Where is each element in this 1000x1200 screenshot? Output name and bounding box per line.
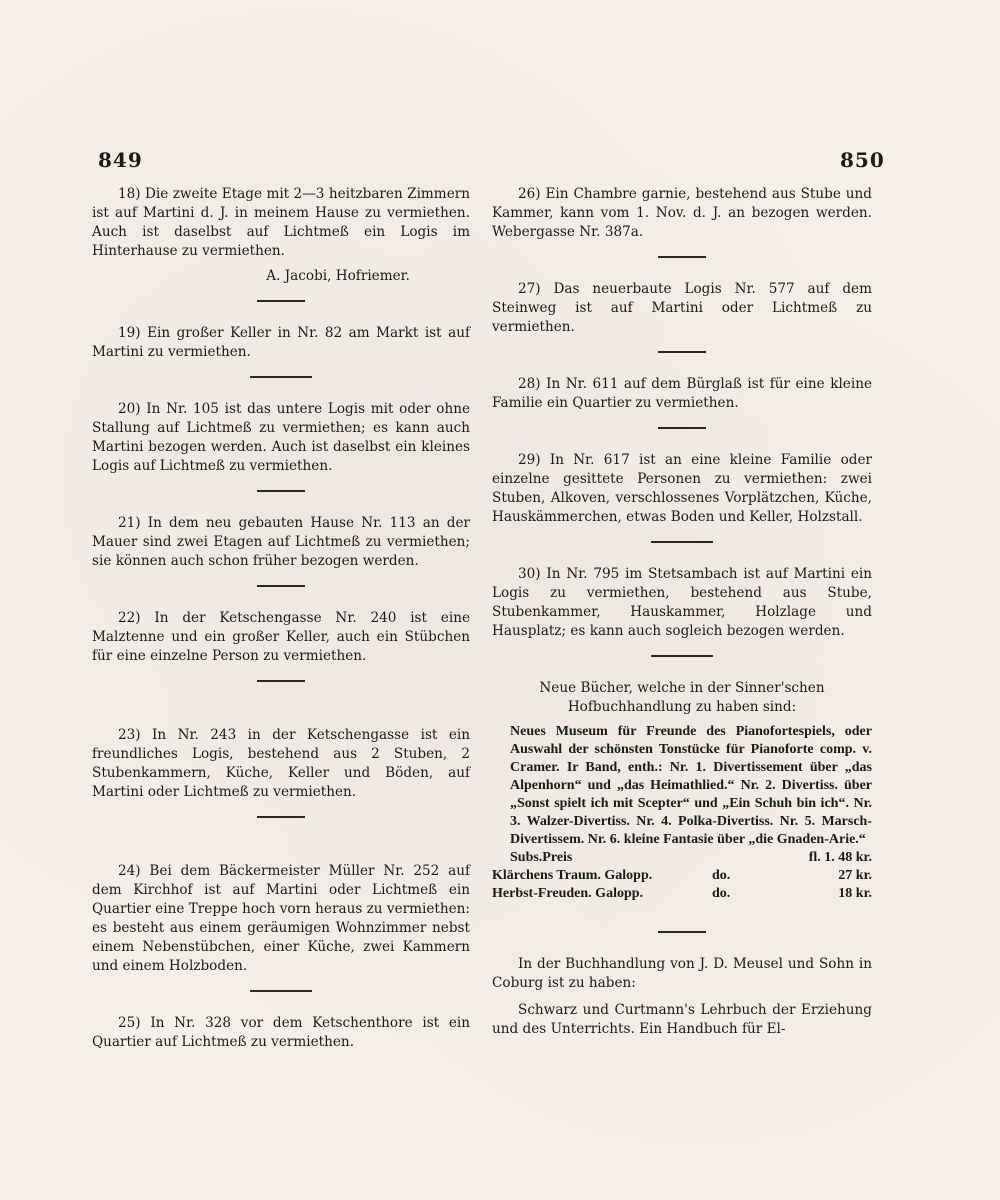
ad-26: 26) Ein Chambre garnie, bestehend aus Stube und Kammer, kann vom 1. Nov. d. J. an bezogen werden. Webergasse Nr. 387a.: [492, 186, 872, 240]
meusel-notice: In der Buchhandlung von J. D. Meusel und Sohn in Coburg ist zu haben:: [492, 956, 872, 991]
book-museum: Neues Museum für Freunde des Pianofortespiels, oder Auswahl der schönsten Tonstücke für Pianoforte comp. v. Cramer. Ir Band, enth.: Nr. 1. Divertissement über „das Alpenhorn“ und „das Heimathlied.“ Nr. 2. Divertiss. über „Sonst spielt ich mit Scepter“ und „Ein Schuh bin ich“. Nr. 3. Walzer-Divertiss. Nr. 4. Polka-Divertiss. Nr. 5. Marsch-Divertissem. Nr. 6. kleine Fantasie über „die Gnaden-Arie.“: [510, 724, 872, 847]
book-price: 18 kr.: [838, 886, 872, 901]
ad-30: 30) In Nr. 795 im Stetsambach ist auf Martini ein Logis zu vermiethen, bestehend aus Stube, Stubenkammer, Hauskammer, Holzlage und Hausplatz; es kann auch sogleich bezogen werden.: [492, 566, 872, 639]
subscription-price: fl. 1. 48 kr.: [808, 850, 872, 865]
separator-rule: [651, 541, 713, 543]
ad-18-signature: A. Jacobi, Hofriemer.: [266, 268, 410, 284]
page-number-right: 850: [840, 148, 885, 172]
separator-rule: [651, 655, 713, 657]
left-column: [92, 185, 470, 1052]
ad-23: 23) In Nr. 243 in der Ketschengasse ist ein freundliches Logis, bestehend aus 2 Stuben, 2 Stubenkammern, Küche, Keller und Böden, auf Martini oder Lichtmeß zu vermiethen.: [92, 727, 470, 800]
ad-24: 24) Bei dem Bäckermeister Müller Nr. 252 auf dem Kirchhof ist auf Martini oder Lichtmeß ein Quartier eine Treppe hoch vorn heraus zu vermiethen: es besteht aus einem geräumigen Wohnzimmer nebst einem Nebenstübchen, einer Küche, zwei Kammern und einem Holzboden.: [92, 863, 470, 974]
ad-27: 27) Das neuerbaute Logis Nr. 577 auf dem Steinweg ist auf Martini oder Lichtmeß zu vermiethen.: [492, 281, 872, 335]
separator-rule: [257, 490, 305, 492]
separator-rule: [257, 300, 305, 302]
schwarz-book: Schwarz und Curtmann's Lehrbuch der Erziehung und des Unterrichts. Ein Handbuch für El-: [492, 1002, 872, 1037]
separator-rule: [658, 427, 706, 429]
ditto-mark: do.: [712, 868, 731, 883]
book-row: [492, 885, 872, 903]
separator-rule: [257, 816, 305, 818]
separator-rule: [658, 256, 706, 258]
separator-rule: [257, 585, 305, 587]
subscription-label: Subs.Preis: [510, 850, 573, 865]
ad-21: 21) In dem neu gebauten Hause Nr. 113 an der Mauer sind zwei Etagen auf Lichtmeß zu vermiethen; sie können auch schon früher bezogen werden.: [92, 515, 470, 569]
book-price: 27 kr.: [838, 868, 872, 883]
page-number-left: 849: [98, 148, 143, 172]
separator-rule: [250, 376, 312, 378]
right-column: [492, 185, 872, 1039]
separator-rule: [250, 990, 312, 992]
ad-22: 22) In der Ketschengasse Nr. 240 ist eine Malztenne und ein großer Keller, auch ein Stübchen für eine einzelne Person zu vermiethen.: [92, 610, 470, 664]
book-list: [492, 723, 872, 903]
separator-rule: [658, 931, 706, 933]
subscription-price-row: [492, 849, 872, 867]
ad-25: 25) In Nr. 328 vor dem Ketschenthore ist ein Quartier auf Lichtmeß zu vermiethen.: [92, 1015, 470, 1050]
ad-18: 18) Die zweite Etage mit 2—3 heitzbaren Zimmern ist auf Martini d. J. in meinem Hause zu vermiethen. Auch ist daselbst auf Lichtmeß ein Logis im Hinterhause zu vermiethen.: [92, 186, 470, 259]
ad-28: 28) In Nr. 611 auf dem Bürglaß ist für eine kleine Familie ein Quartier zu vermiethen.: [492, 376, 872, 411]
book-row: [492, 867, 872, 885]
ad-29: 29) In Nr. 617 ist an eine kleine Familie oder einzelne gesittete Personen zu vermiethen: zwei Stuben, Alkoven, verschlossenes Vorplätzchen, Küche, Hauskämmerchen, etwas Boden und Keller, Holzstall.: [492, 452, 872, 525]
ad-20: 20) In Nr. 105 ist das untere Logis mit oder ohne Stallung auf Lichtmeß zu vermiethen; es kann auch Martini bezogen werden. Auch ist daselbst ein kleines Logis auf Lichtmeß zu vermiethen.: [92, 401, 470, 474]
ad-19: 19) Ein großer Keller in Nr. 82 am Markt ist auf Martini zu vermiethen.: [92, 325, 470, 360]
book-title: Klärchens Traum. Galopp.: [492, 868, 653, 883]
books-heading: Neue Bücher, welche in der Sinner'schen Hofbuchhandlung zu haben sind:: [539, 680, 825, 715]
book-title: Herbst-Freuden. Galopp.: [492, 886, 644, 901]
ditto-mark: do.: [712, 886, 731, 901]
separator-rule: [658, 351, 706, 353]
separator-rule: [257, 680, 305, 682]
